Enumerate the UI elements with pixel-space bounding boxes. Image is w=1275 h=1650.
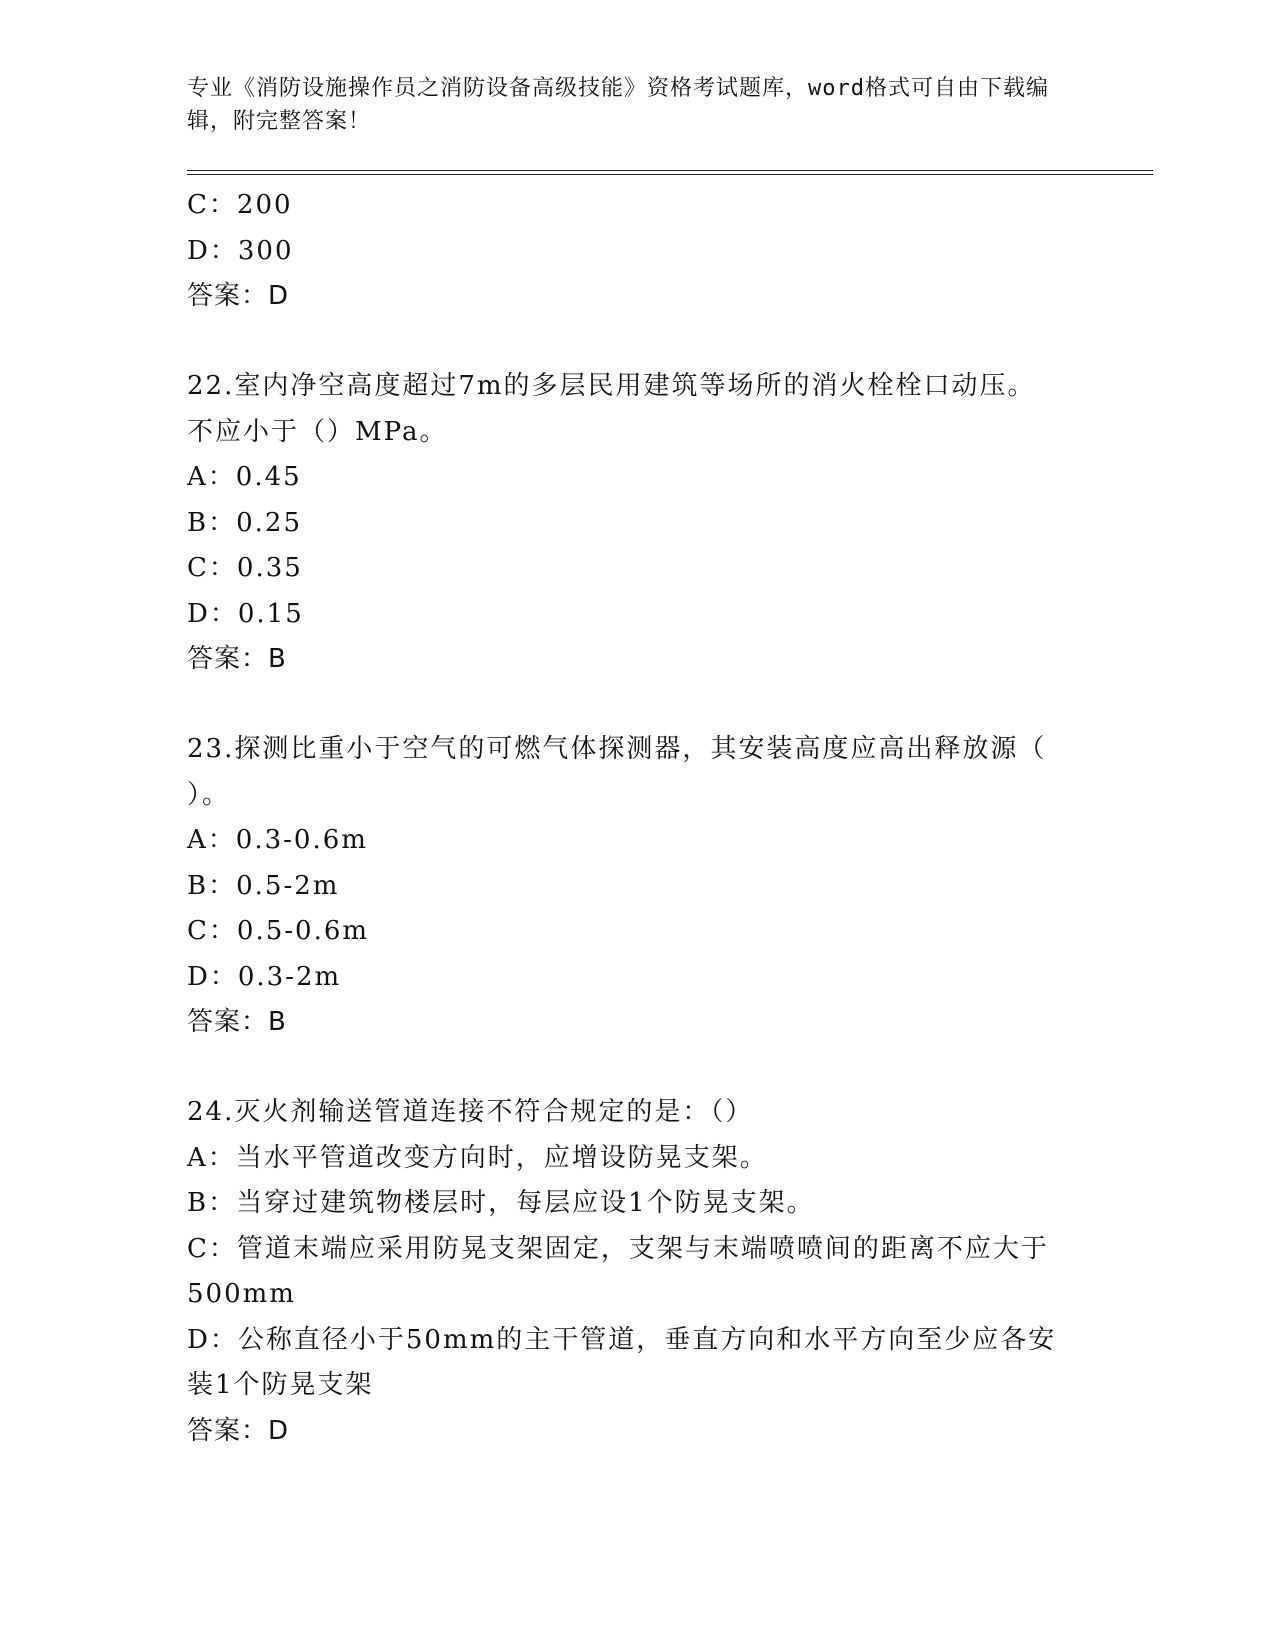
question-stem: 24.灭火剂输送管道连接不符合规定的是：（） xyxy=(187,1097,754,1127)
question-stem: 23.探测比重小于空气的可燃气体探测器，其安装高度应高出释放源（ xyxy=(187,734,1047,764)
question-24 xyxy=(187,1090,1147,1454)
document-content xyxy=(187,183,1147,1454)
document-header: 专业《消防设施操作员之消防设备高级技能》资格考试题库，word格式可自由下载编辑，附完整答案！ xyxy=(187,76,1049,134)
option-line: B：当穿过建筑物楼层时，每层应设1个防晃支架。 xyxy=(187,1188,815,1218)
answer-line: 答案：D xyxy=(187,281,290,311)
question-stem-continued: ）。 xyxy=(187,779,231,810)
option-line: C：200 xyxy=(187,190,293,220)
option-line: A：当水平管道改变方向时，应增设防晃支架。 xyxy=(187,1142,768,1173)
spacer xyxy=(187,682,1147,727)
header-divider xyxy=(187,170,1153,175)
option-line: D：300 xyxy=(187,235,294,266)
question-23 xyxy=(187,727,1147,1045)
option-line: A：0.3-0.6m xyxy=(187,825,368,855)
question-stem: 22.室内净空高度超过7m的多层民用建筑等场所的消火栓栓口动压。 xyxy=(187,371,1036,401)
answer-line: 答案：B xyxy=(187,1007,287,1037)
option-line: B：0.25 xyxy=(187,507,302,538)
question-21-tail xyxy=(187,183,1147,319)
option-line-continued: 500mm xyxy=(187,1279,296,1309)
spacer xyxy=(187,319,1147,364)
answer-line: 答案：D xyxy=(187,1415,290,1446)
option-line: C：0.5-0.6m xyxy=(187,916,370,946)
option-line: B：0.5-2m xyxy=(187,870,340,901)
question-stem-continued: 不应小于（）MPa。 xyxy=(187,416,448,447)
option-line: A：0.45 xyxy=(187,462,302,492)
option-line: D：公称直径小于50mm的主干管道，垂直方向和水平方向至少应各安 xyxy=(187,1324,1057,1355)
question-22 xyxy=(187,364,1147,682)
option-line: C：管道末端应采用防晃支架固定，支架与末端喷喷间的距离不应大于 xyxy=(187,1233,1049,1264)
option-line: D：0.3-2m xyxy=(187,961,342,992)
option-line: C：0.35 xyxy=(187,553,303,583)
answer-line: 答案：B xyxy=(187,644,287,674)
spacer xyxy=(187,1045,1147,1090)
document-page xyxy=(187,72,1147,1454)
option-line: D：0.15 xyxy=(187,598,304,629)
option-line-continued: 装1个防晃支架 xyxy=(187,1370,374,1400)
